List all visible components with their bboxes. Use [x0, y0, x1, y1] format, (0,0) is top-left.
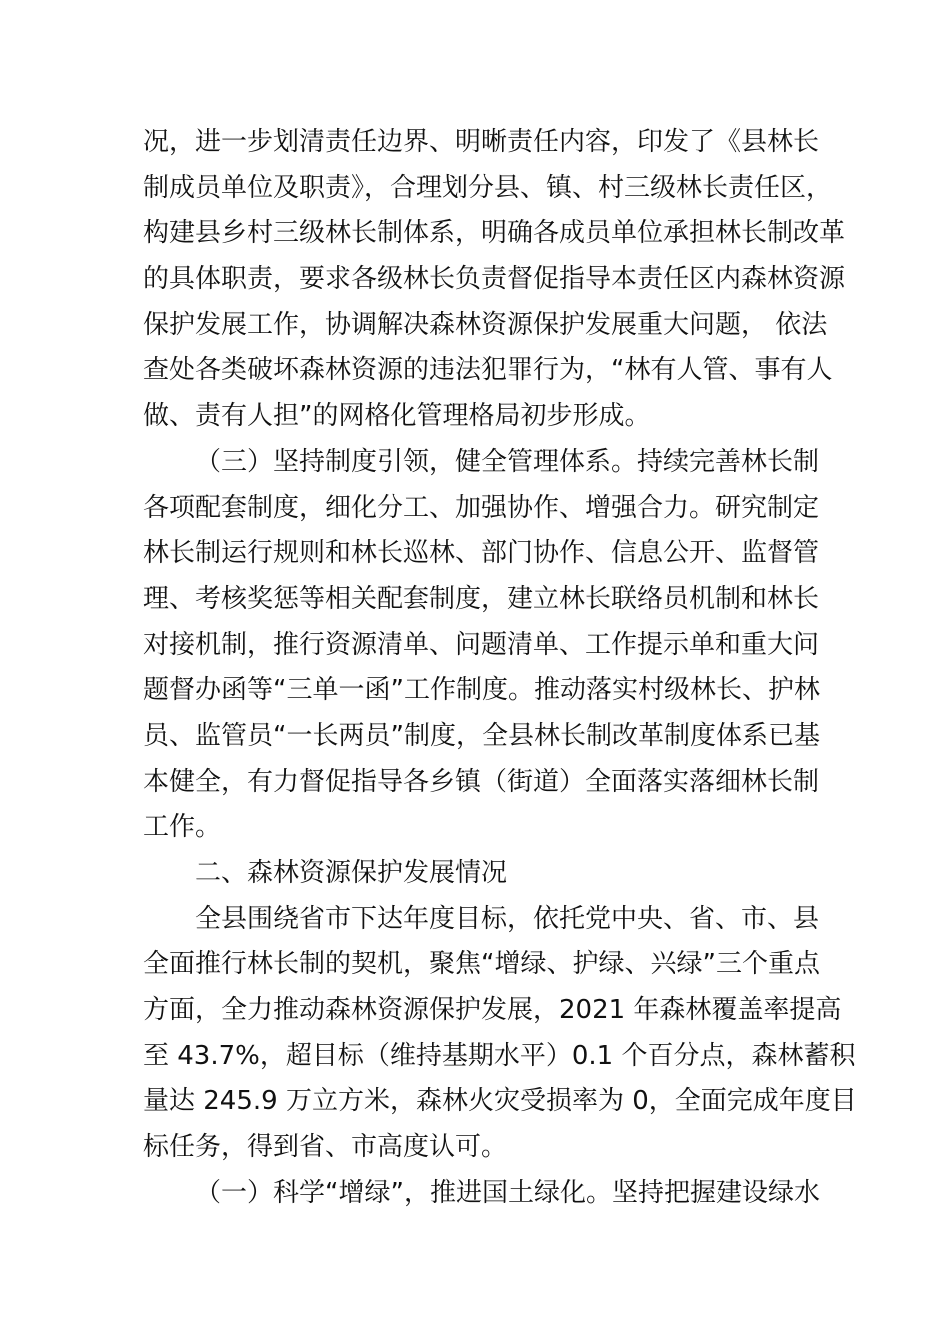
text-line: 方面，全力推动森林资源保护发展，2021 年森林覆盖率提高 — [143, 995, 842, 1026]
text-line: 员、监管员“一长两员”制度，全县林长制改革制度体系已基 — [143, 720, 820, 751]
text-line: 构建县乡村三级林长制体系，明确各成员单位承担林长制改革 — [143, 218, 846, 249]
text-line: 工作。 — [143, 812, 222, 843]
chapter-heading: 二、森林资源保护发展情况 — [195, 858, 508, 888]
text-line: 的具体职责，要求各级林长负责督促指导本责任区内森林资源 — [143, 264, 846, 295]
text-line: 本健全，有力督促指导各乡镇（街道）全面落实落细林长制 — [143, 766, 820, 797]
document-body — [143, 120, 857, 1217]
text-line: 制成员单位及职责》，合理划分县、镇、村三级林长责任区， — [143, 172, 833, 203]
text-line: 各项配套制度，细化分工、加强协作、增强合力。研究制定 — [143, 492, 820, 523]
text-line: 全面推行林长制的契机，聚焦“增绿、护绿、兴绿”三个重点 — [143, 949, 820, 980]
text-line: 至 43.7%，超目标（维持基期水平）0.1 个百分点，森林蓄积 — [143, 1040, 856, 1071]
text-line: 理、考核奖惩等相关配套制度，建立林长联络员机制和林长 — [143, 583, 820, 614]
section-heading-line: （三）坚持制度引领，健全管理体系。持续完善林长制 — [195, 446, 820, 477]
text-line: 做、责有人担”的网格化管理格局初步形成。 — [143, 401, 651, 432]
text-line: 查处各类破坏森林资源的违法犯罪行为，“林有人管、事有人 — [143, 355, 833, 386]
section-heading-line: （一）科学“增绿”，推进国土绿化。坚持把握建设绿水 — [195, 1177, 820, 1208]
paragraph-start-line: 全县围绕省市下达年度目标，依托党中央、省、市、县 — [195, 903, 820, 934]
text-line: 题督办函等“三单一函”工作制度。推动落实村级林长、护林 — [143, 675, 820, 706]
text-line: 标任务，得到省、市高度认可。 — [143, 1132, 508, 1163]
text-line: 保护发展工作，协调解决森林资源保护发展重大问题， 依法 — [143, 309, 828, 340]
text-line: 对接机制，推行资源清单、问题清单、工作提示单和重大问 — [143, 629, 820, 660]
text-line: 林长制运行规则和林长巡林、部门协作、信息公开、监督管 — [143, 538, 820, 569]
text-line: 量达 245.9 万立方米，森林火灾受损率为 0，全面完成年度目 — [143, 1086, 857, 1117]
text-line: 况，进一步划清责任边界、明晰责任内容，印发了《县林长 — [143, 127, 820, 157]
